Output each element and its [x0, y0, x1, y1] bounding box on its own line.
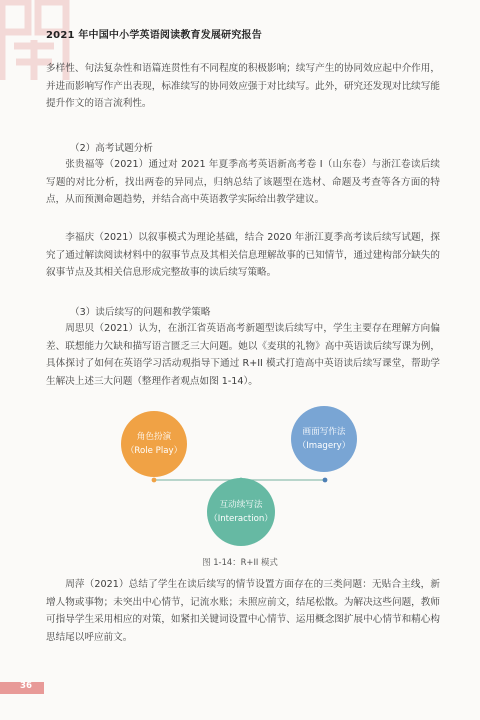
figure-caption: 图 1-14：R+II 模式: [202, 557, 278, 567]
section-heading-2: （2）高考试题分析: [70, 143, 153, 154]
rii-model-diagram: [0, 396, 480, 571]
role-play-en: （Role Play）: [125, 446, 183, 456]
role-play-node: [152, 478, 157, 483]
imagery-node: [323, 478, 328, 483]
interaction-circle: [207, 478, 275, 546]
paragraph-4: 周思贝（2021）认为，在浙江省英语高考新题型读后续写中，学生主要存在理解方向偏差、联想能力欠缺和描写语言匮乏三大问题。她以《麦琪的礼物》高中英语读后续写课为例，具体探讨了如何在英语学习活动观指导下通过 R+II 模式打造高中英语读后续写课堂，帮助学生解决上述三大问题（整理作者观点如图 1-14）。: [46, 323, 440, 387]
role-play-circle: [121, 411, 187, 477]
paragraph-5: 周萍（2021）总结了学生在读后续写的情节设置方面存在的三类问题：无贴合主线，新增人物或事物；未突出中心情节，记流水账；未照应前文，结尾松散。为解决这些问题，教师可指导学生采用相应的对策，如紧扣关键词设置中心情节、运用概念图扩展中心情节和精心构思结尾以呼应前文。: [46, 579, 440, 643]
role-play-cn: 角色扮演: [136, 432, 172, 442]
interaction-en: （Interaction）: [209, 514, 273, 524]
imagery-cn: 画面写作法: [302, 427, 346, 437]
imagery-en: （Imagery）: [297, 441, 351, 451]
interaction-cn: 互动续写法: [219, 500, 263, 510]
paragraph-1: 多样性、句法复杂性和语篇连贯性有不同程度的积极影响；续写产生的协同效应起中介作用，并进而影响写作产出表现，标准续写的协同效应强于对比续写。此外，研究还发现对比续写能提升作文的语言流利性。: [46, 63, 440, 109]
paragraph-2: 张贵福等（2021）通过对 2021 年夏季高考英语新高考卷 I（山东卷）与浙江卷读后续写题的对比分析，找出两卷的异同点，归纳总结了该题型在选材、命题及考查等各方面的特点，从而预测命题趋势，并结合高中英语教学实际给出教学建议。: [46, 159, 440, 205]
imagery-circle: [291, 406, 357, 472]
page-number: 36: [20, 681, 32, 691]
paragraph-3: 李福庆（2021）以叙事模式为理论基础，结合 2020 年浙江夏季高考读后续写试题，探究了通过解读阅读材料中的叙事节点及其相关信息理解故事的已知情节，通过建构部分缺失的叙事节点及其相关信息形成完整故事的读后续写策略。: [46, 232, 440, 278]
section-heading-3: （3）读后续写的问题和教学策略: [70, 307, 211, 318]
running-header: 2021 年中国中小学英语阅读教育发展研究报告: [46, 30, 262, 41]
